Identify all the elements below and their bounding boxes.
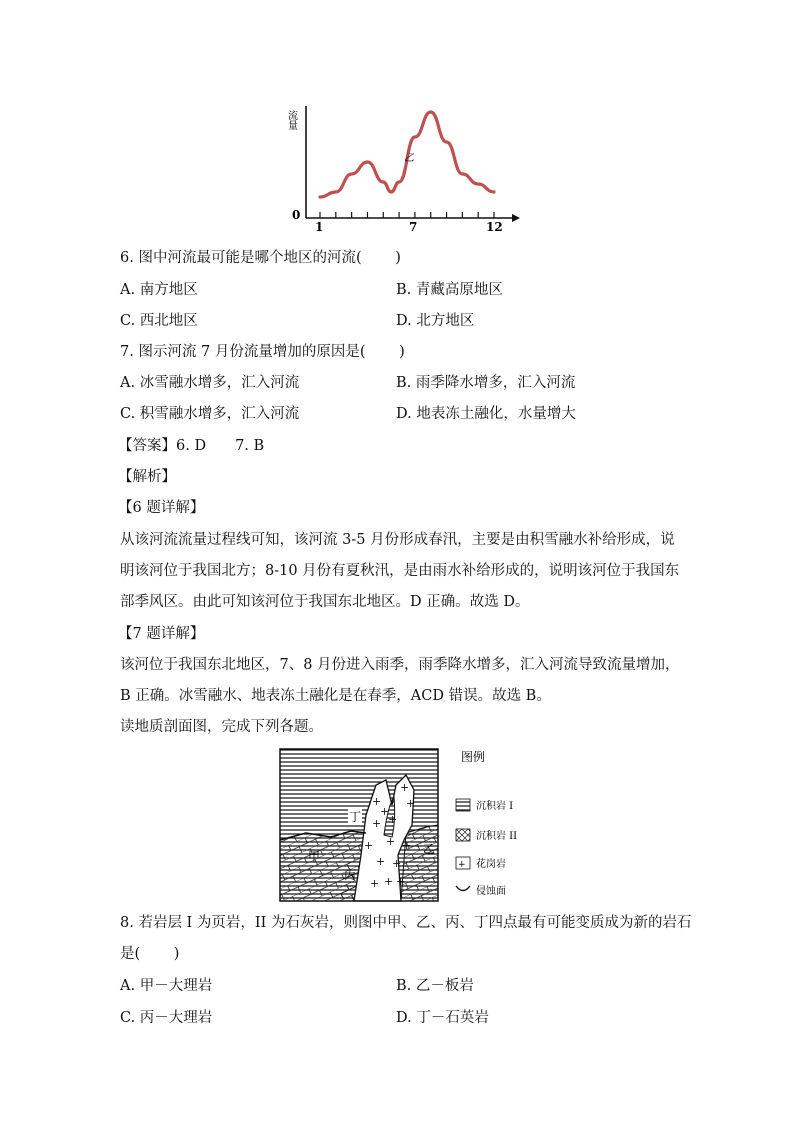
legend-label-granite: 花岗岩 xyxy=(476,859,506,870)
y-axis-label: 流量 xyxy=(285,110,297,130)
origin-label: 0 xyxy=(292,208,301,222)
q6-option-b: B. 青藏高原地区 xyxy=(396,282,503,298)
q6-stem: 6. 图中河流最可能是哪个地区的河流( ) xyxy=(120,250,401,266)
x-tick-label-12: 12 xyxy=(486,220,503,234)
q7-stem: 7. 图示河流 7 月份流量增加的原因是( ) xyxy=(120,344,405,360)
legend-label-sedimentary-1: 沉积岩 I xyxy=(476,801,514,812)
granite-plus-mark: + xyxy=(372,795,382,808)
granite-plus-mark: + xyxy=(384,875,394,888)
analysis-heading: 【解析】 xyxy=(118,469,176,485)
label-ding: 丁 xyxy=(349,810,362,824)
series-label: 乙 xyxy=(404,153,414,164)
x-axis-ticks xyxy=(320,212,494,218)
q7-detail-text: 该河位于我国东北地区，7、8 月份进入雨季，雨季降水增多，汇入河流导致流量增加，B 正确。冰雪融水、地表冻土融化是在春季，ACD 错误。故选 B。 xyxy=(120,657,680,704)
q8-option-c: C. 丙－大理岩 xyxy=(120,1010,213,1026)
q6-detail-text: 从该河流流量过程线可知，该河流 3-5 月份形成春汛，主要是由积雪融水补给形成，说明该河位于我国北方；8-10 月份有夏秋汛，是由雨水补给形成的，说明该河位于我国东部季风区。由此可知该河位于我国东北地区。D 正确。故选 D。 xyxy=(120,532,680,610)
granite-plus-mark: + xyxy=(380,805,390,818)
q6-option-a: A. 南方地区 xyxy=(120,282,198,298)
q7-option-c: C. 积雪融水增多，汇入河流 xyxy=(120,406,300,422)
x-axis-arrow xyxy=(512,214,520,222)
q8-option-b: B. 乙－板岩 xyxy=(396,978,474,994)
granite-plus-mark: + xyxy=(400,781,410,794)
legend-granite-mark: + xyxy=(458,860,466,870)
q7-option-d: D. 地表冻土融化，水量增大 xyxy=(396,406,576,422)
q7-option-a: A. 冰雪融水增多，汇入河流 xyxy=(120,375,300,391)
geo-intro: 读地质剖面图，完成下列各题。 xyxy=(120,719,323,735)
q8-stem-line2: 是( ) xyxy=(120,946,180,962)
label-jia: 甲 xyxy=(308,850,321,864)
q7-detail-heading: 【7 题详解】 xyxy=(118,626,205,642)
granite-plus-mark: + xyxy=(402,839,412,852)
q8-option-d: D. 丁－石英岩 xyxy=(396,1010,489,1026)
x-tick-label-1: 1 xyxy=(315,220,324,234)
legend-title: 图例 xyxy=(461,750,486,764)
granite-plus-mark: + xyxy=(370,877,380,890)
q6-option-c: C. 西北地区 xyxy=(120,313,198,329)
label-yi: 乙 xyxy=(423,842,436,856)
legend-swatch-sedimentary-1 xyxy=(456,799,470,811)
legend-label-erosion: 侵蚀面 xyxy=(476,886,506,897)
granite-plus-mark: + xyxy=(388,813,398,826)
q8-stem-line1: 8. 若岩层 I 为页岩，II 为石灰岩，则图中甲、乙、丙、丁四点最有可能变质成为新的岩石 xyxy=(120,915,692,931)
river-hydrograph xyxy=(280,98,520,238)
granite-plus-mark: + xyxy=(396,875,406,888)
granite-plus-mark: + xyxy=(376,855,386,868)
q8-option-a: A. 甲－大理岩 xyxy=(120,978,213,994)
geological-section xyxy=(276,745,526,905)
granite-plus-mark: + xyxy=(392,857,402,870)
legend-swatch-erosion xyxy=(456,886,470,891)
q6-detail-heading: 【6 题详解】 xyxy=(118,500,205,516)
q6-option-d: D. 北方地区 xyxy=(396,313,475,329)
q7-option-b: B. 雨季降水增多，汇入河流 xyxy=(396,375,576,391)
answer-line: 【答案】6. D 7. B xyxy=(118,438,265,454)
legend-swatch-sedimentary-2 xyxy=(456,829,470,841)
granite-plus-mark: + xyxy=(386,835,396,848)
legend-label-sedimentary-2: 沉积岩 II xyxy=(476,831,518,842)
granite-plus-mark: + xyxy=(372,817,382,830)
label-bing: 丙 xyxy=(344,868,357,882)
x-tick-label-7: 7 xyxy=(409,220,418,234)
granite-plus-mark: + xyxy=(364,839,374,852)
granite-plus-mark: + xyxy=(406,797,416,810)
